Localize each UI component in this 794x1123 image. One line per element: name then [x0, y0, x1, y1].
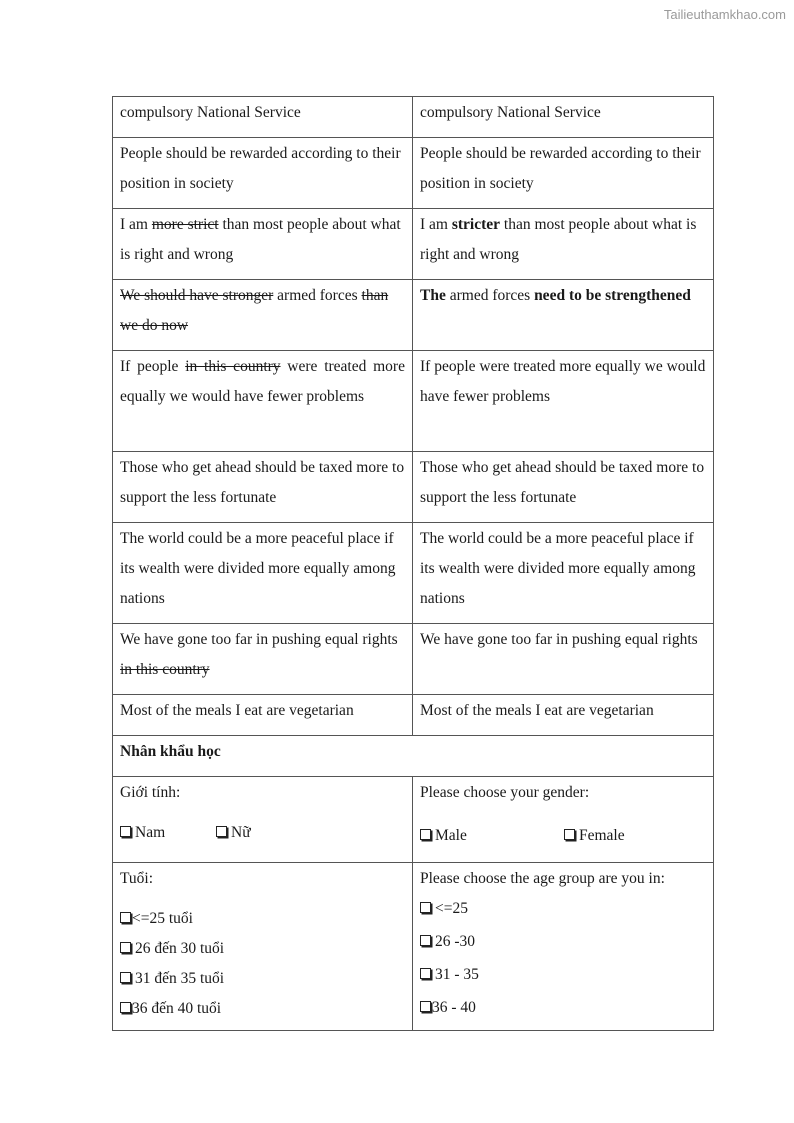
original-statement: Most of the meals I eat are vegetarian	[113, 695, 413, 736]
gender-label-vi: Giới tính:	[120, 784, 181, 801]
age-question-vi	[113, 863, 413, 1031]
watermark: Tailieuthamkhao.com	[663, 7, 786, 22]
original-statement	[113, 351, 413, 452]
checkbox-icon[interactable]	[420, 829, 431, 840]
age-option[interactable]	[120, 904, 405, 934]
option-label: 31 đến 35 tuổi	[135, 970, 225, 987]
age-label-vi: Tuổi:	[120, 870, 154, 887]
original-statement	[113, 209, 413, 280]
age-question-en	[413, 863, 714, 1031]
revised-word: need to be strengthened	[534, 287, 691, 304]
option-label: <=25	[435, 900, 468, 917]
revised-statement: People should be rewarded according to their position in society	[413, 138, 714, 209]
section-title: Nhân khẩu học	[113, 736, 714, 777]
revised-statement: If people were treated more equally we would have fewer problems	[413, 351, 714, 452]
table-row	[113, 624, 714, 695]
table-row	[113, 138, 714, 209]
age-option[interactable]	[120, 994, 405, 1024]
deleted-text: more strict	[151, 216, 219, 233]
original-statement: Those who get ahead should be taxed more to support the less fortunate	[113, 452, 413, 523]
checkbox-icon[interactable]	[420, 968, 431, 979]
survey-translation-table	[112, 96, 714, 1031]
age-option[interactable]	[420, 960, 706, 990]
checkbox-icon[interactable]	[120, 826, 131, 837]
statement-text: were treated more equally we would have fewer problems	[120, 358, 405, 405]
option-label: Male	[435, 827, 467, 844]
age-row	[113, 863, 714, 1031]
table-row	[113, 695, 714, 736]
revised-statement: The world could be a more peaceful place if its wealth were divided more equally among nations	[413, 523, 714, 624]
statement-text: than most people about what is right and wrong	[420, 216, 697, 263]
gender-row	[113, 777, 714, 863]
deleted-text: We should have stronger	[120, 287, 274, 304]
table-row	[113, 280, 714, 351]
statement-text: I am	[420, 216, 452, 233]
gender-option[interactable]	[564, 821, 625, 851]
option-label: 26 -30	[435, 933, 476, 950]
table-row	[113, 452, 714, 523]
gender-options-en	[420, 821, 706, 851]
gender-question-vi	[113, 777, 413, 863]
deleted-text: in this country	[185, 358, 281, 375]
checkbox-icon[interactable]	[120, 942, 131, 953]
gender-option[interactable]	[120, 818, 216, 848]
revised-word: The	[420, 287, 446, 304]
gender-option[interactable]	[216, 818, 251, 848]
checkbox-icon[interactable]	[216, 826, 227, 837]
checkbox-icon[interactable]	[420, 935, 431, 946]
revised-statement	[413, 280, 714, 351]
option-label: Female	[579, 827, 625, 844]
table-row	[113, 351, 714, 452]
revised-word: stricter	[451, 216, 501, 233]
statement-text: than most people about what is right and wrong	[120, 216, 401, 263]
option-label: <=25 tuổi	[132, 910, 193, 927]
revised-statement	[413, 209, 714, 280]
option-label: Nữ	[231, 824, 251, 841]
option-label: 31 - 35	[435, 966, 479, 983]
gender-option[interactable]	[420, 821, 564, 851]
gender-label-en: Please choose your gender:	[420, 784, 590, 801]
deleted-text: than we do now	[120, 287, 389, 334]
deleted-text: in this country	[120, 661, 210, 678]
table-row	[113, 97, 714, 138]
checkbox-icon[interactable]	[120, 912, 131, 923]
original-statement	[113, 624, 413, 695]
gender-question-en	[413, 777, 714, 863]
statement-text: I am	[120, 216, 152, 233]
table-row	[113, 523, 714, 624]
original-statement: People should be rewarded according to their position in society	[113, 138, 413, 209]
original-statement: The world could be a more peaceful place if its wealth were divided more equally among nations	[113, 523, 413, 624]
checkbox-icon[interactable]	[120, 1002, 131, 1013]
checkbox-icon[interactable]	[420, 902, 431, 913]
statement-text: armed forces	[445, 287, 535, 304]
option-label: 26 đến 30 tuổi	[135, 940, 225, 957]
original-statement: compulsory National Service	[113, 97, 413, 138]
option-label: Nam	[135, 824, 166, 841]
age-option[interactable]	[120, 964, 405, 994]
statement-text: We have gone too far in pushing equal rights	[120, 631, 398, 648]
revised-statement: We have gone too far in pushing equal rights	[413, 624, 714, 695]
revised-statement: Most of the meals I eat are vegetarian	[413, 695, 714, 736]
age-option[interactable]	[420, 894, 706, 924]
section-row	[113, 736, 714, 777]
checkbox-icon[interactable]	[420, 1001, 431, 1012]
checkbox-icon[interactable]	[564, 829, 575, 840]
option-label: 36 đến 40 tuổi	[132, 1000, 222, 1017]
age-option[interactable]	[420, 927, 706, 957]
gender-options-vi	[120, 818, 405, 848]
statement-text: armed forces	[273, 287, 362, 304]
revised-statement: compulsory National Service	[413, 97, 714, 138]
age-option[interactable]	[120, 934, 405, 964]
age-label-en: Please choose the age group are you in:	[420, 870, 665, 887]
option-label: 36 - 40	[432, 999, 476, 1016]
original-statement	[113, 280, 413, 351]
checkbox-icon[interactable]	[120, 972, 131, 983]
age-option[interactable]	[420, 993, 706, 1023]
revised-statement: Those who get ahead should be taxed more to support the less fortunate	[413, 452, 714, 523]
table-row	[113, 209, 714, 280]
statement-text: If people	[120, 358, 186, 375]
